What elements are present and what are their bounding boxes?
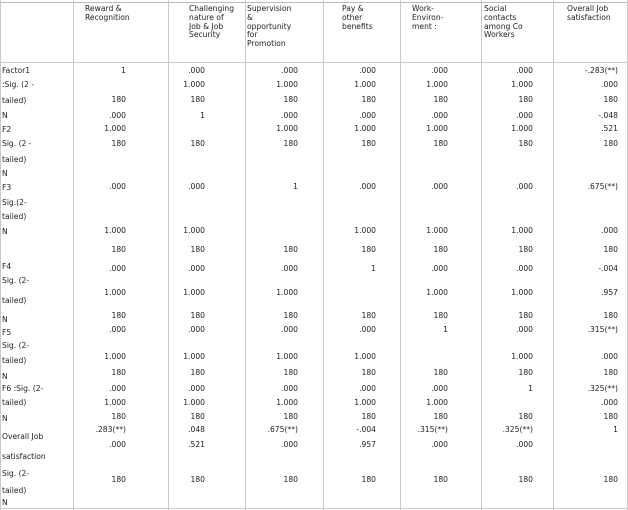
- table-cell: 180: [518, 311, 533, 320]
- table-cell: .000: [431, 111, 448, 120]
- table-cell: 1.000: [104, 226, 126, 235]
- row-label: Factor1: [2, 66, 31, 75]
- table-cell: .000: [109, 264, 126, 273]
- table-cell: .000: [109, 111, 126, 120]
- table-cell: 1.000: [183, 288, 205, 297]
- table-cell: .000: [109, 384, 126, 393]
- row-label: satisfaction: [2, 452, 46, 461]
- column-rule: [553, 0, 554, 510]
- table-cell: .000: [281, 440, 298, 449]
- table-cell: 180: [603, 95, 618, 104]
- table-cell: 1.000: [183, 80, 205, 89]
- column-header-line: Job & Job: [189, 21, 224, 31]
- column-header-line: nature of: [189, 12, 224, 22]
- table-cell: .000: [109, 440, 126, 449]
- table-cell: .000: [601, 80, 618, 89]
- table-cell: .000: [359, 111, 376, 120]
- table-cell: 1: [528, 384, 533, 393]
- table-cell: .048: [188, 425, 205, 434]
- table-cell: 180: [433, 475, 448, 484]
- table-cell: 180: [190, 311, 205, 320]
- column-header-line: opportunity: [247, 21, 292, 31]
- table-cell: 1.000: [354, 80, 376, 89]
- table-cell: 1.000: [511, 124, 533, 133]
- table-cell: 180: [361, 412, 376, 421]
- column-header-line: ment :: [412, 21, 437, 31]
- table-cell: 180: [190, 139, 205, 148]
- column-header-line: Environ-: [412, 12, 444, 22]
- table-cell: .000: [516, 111, 533, 120]
- table-cell: .000: [601, 398, 618, 407]
- table-cell: 1.000: [354, 124, 376, 133]
- table-cell: 180: [603, 139, 618, 148]
- column-header: [567, 5, 611, 23]
- row-label: F4: [2, 262, 12, 271]
- table-cell: .000: [516, 440, 533, 449]
- table-cell: 1.000: [511, 288, 533, 297]
- table-cell: 180: [433, 412, 448, 421]
- table-cell: 180: [433, 245, 448, 254]
- table-cell: -.283(**): [584, 66, 618, 75]
- table-cell: 180: [283, 139, 298, 148]
- column-header-line: &: [247, 12, 253, 22]
- table-cell: 180: [361, 245, 376, 254]
- column-header-line: Social: [484, 4, 507, 13]
- table-cell: .521: [601, 124, 618, 133]
- row-label: F6 :Sig. (2-: [2, 384, 44, 393]
- row-label: Sig. (2 -: [2, 139, 32, 148]
- table-cell: 180: [283, 245, 298, 254]
- row-label: tailed): [2, 356, 27, 365]
- table-cell: 1.000: [276, 124, 298, 133]
- column-header-line: contacts: [484, 12, 517, 22]
- row-label: tailed): [2, 486, 27, 495]
- row-label: Sig.(2-: [2, 198, 27, 207]
- table-cell: .000: [431, 384, 448, 393]
- column-header-line: other: [342, 12, 363, 22]
- column-rule: [245, 0, 246, 510]
- table-cell: 1.000: [426, 124, 448, 133]
- table-cell: 1.000: [511, 226, 533, 235]
- table-cell: .675(**): [267, 425, 298, 434]
- row-label: tailed): [2, 155, 27, 164]
- column-rule: [73, 0, 74, 510]
- table-cell: .283(**): [95, 425, 126, 434]
- column-header-line: satisfaction: [567, 12, 611, 22]
- table-cell: .000: [359, 325, 376, 334]
- column-header-line: Workers: [484, 30, 515, 40]
- table-cell: 180: [111, 475, 126, 484]
- column-header: [85, 5, 130, 23]
- table-cell: 1: [443, 325, 448, 334]
- row-label: N: [2, 315, 8, 324]
- table-cell: 180: [361, 95, 376, 104]
- table-cell: .000: [188, 182, 205, 191]
- table-cell: .315(**): [587, 325, 618, 334]
- row-label: N: [2, 498, 8, 507]
- table-cell: 180: [603, 245, 618, 254]
- row-label: tailed): [2, 96, 27, 105]
- table-cell: 1.000: [104, 398, 126, 407]
- column-header-line: among Co: [484, 21, 523, 31]
- table-cell: 1.000: [511, 352, 533, 361]
- row-label: tailed): [2, 296, 27, 305]
- table-cell: 1.000: [183, 352, 205, 361]
- column-header-line: benefits: [342, 21, 373, 31]
- table-cell: 180: [190, 95, 205, 104]
- table-cell: 180: [111, 139, 126, 148]
- column-header-line: Work-: [412, 4, 434, 13]
- table-cell: 180: [111, 412, 126, 421]
- table-cell: .000: [359, 182, 376, 191]
- table-cell: .000: [281, 111, 298, 120]
- row-label: Overall Job: [2, 432, 44, 441]
- column-header-line: Reward &: [85, 4, 122, 13]
- column-header-line: Promotion: [247, 39, 286, 49]
- table-cell: -.004: [598, 264, 618, 273]
- table-cell: 180: [603, 311, 618, 320]
- table-cell: 180: [518, 95, 533, 104]
- table-cell: 180: [111, 311, 126, 320]
- table-cell: 1.000: [104, 352, 126, 361]
- table-cell: 180: [433, 95, 448, 104]
- column-header-line: Supervision: [247, 4, 292, 13]
- table-cell: 1.000: [276, 352, 298, 361]
- table-cell: 1: [293, 182, 298, 191]
- table-cell: .000: [431, 66, 448, 75]
- table-cell: .000: [281, 264, 298, 273]
- table-cell: .000: [431, 440, 448, 449]
- table-cell: 1.000: [426, 80, 448, 89]
- table-cell: .000: [188, 384, 205, 393]
- table-cell: 1.000: [183, 398, 205, 407]
- table-cell: 1: [613, 425, 618, 434]
- table-cell: .000: [109, 325, 126, 334]
- table-cell: -.048: [598, 111, 618, 120]
- table-cell: .000: [188, 66, 205, 75]
- row-label: N: [2, 227, 8, 236]
- table-cell: 180: [361, 475, 376, 484]
- table-cell: .325(**): [587, 384, 618, 393]
- table-cell: .000: [601, 226, 618, 235]
- table-cell: .000: [431, 182, 448, 191]
- table-cell: .000: [431, 264, 448, 273]
- column-header-line: Challenging: [189, 4, 235, 13]
- column-header-line: Security: [189, 30, 221, 40]
- table-cell: 180: [111, 368, 126, 377]
- table-cell: 1.000: [426, 288, 448, 297]
- table-cell: 180: [518, 368, 533, 377]
- row-label: tailed): [2, 398, 27, 407]
- table-cell: 180: [190, 245, 205, 254]
- column-header-line: for: [247, 30, 258, 40]
- table-cell: .957: [359, 440, 376, 449]
- column-header: [189, 5, 234, 40]
- table-cell: 180: [283, 311, 298, 320]
- column-header-line: Pay &: [342, 4, 364, 13]
- table-cell: 1.000: [104, 124, 126, 133]
- table-cell: .000: [188, 264, 205, 273]
- table-rule: [0, 2, 628, 3]
- row-label: N: [2, 111, 8, 120]
- table-cell: .957: [601, 288, 618, 297]
- table-cell: 1: [371, 264, 376, 273]
- table-cell: 180: [518, 245, 533, 254]
- row-label: tailed): [2, 212, 27, 221]
- table-cell: 1.000: [276, 398, 298, 407]
- table-cell: 1.000: [354, 352, 376, 361]
- table-cell: 180: [361, 311, 376, 320]
- table-rule: [0, 62, 628, 63]
- row-label: F3: [2, 183, 12, 192]
- table-cell: 180: [283, 95, 298, 104]
- column-rule: [0, 0, 1, 510]
- table-rule: [0, 508, 628, 509]
- column-rule: [481, 0, 482, 510]
- table-cell: .000: [516, 66, 533, 75]
- table-cell: 1.000: [354, 398, 376, 407]
- row-label: N: [2, 414, 8, 423]
- table-cell: 180: [518, 475, 533, 484]
- table-cell: 1.000: [276, 288, 298, 297]
- column-header: [484, 5, 523, 40]
- table-cell: 180: [603, 412, 618, 421]
- table-cell: 180: [433, 139, 448, 148]
- table-cell: 180: [283, 412, 298, 421]
- table-cell: 180: [283, 475, 298, 484]
- table-cell: .521: [188, 440, 205, 449]
- table-cell: 1.000: [511, 80, 533, 89]
- column-header-line: Overall Job: [567, 4, 609, 13]
- row-label: N: [2, 372, 8, 381]
- table-cell: -.004: [356, 425, 376, 434]
- column-header: [412, 5, 443, 31]
- table-cell: 180: [283, 368, 298, 377]
- table-cell: 1.000: [426, 398, 448, 407]
- table-cell: 180: [603, 475, 618, 484]
- table-cell: 180: [190, 412, 205, 421]
- table-cell: 180: [433, 311, 448, 320]
- column-header: [247, 5, 291, 49]
- table-cell: 1.000: [104, 288, 126, 297]
- row-label: F5: [2, 328, 12, 337]
- row-label: N: [2, 169, 8, 178]
- table-cell: .000: [601, 352, 618, 361]
- row-label: :Sig. (2 -: [2, 80, 35, 89]
- table-cell: .000: [516, 264, 533, 273]
- table-cell: .000: [359, 66, 376, 75]
- table-cell: 1.000: [426, 226, 448, 235]
- column-rule: [323, 0, 324, 510]
- table-cell: 1: [121, 66, 126, 75]
- row-label: F2: [2, 125, 12, 134]
- table-cell: 180: [111, 95, 126, 104]
- table-cell: 180: [518, 139, 533, 148]
- table-cell: 1.000: [183, 226, 205, 235]
- table-cell: 180: [361, 139, 376, 148]
- row-label: Sig. (2-: [2, 469, 30, 478]
- table-cell: .325(**): [502, 425, 533, 434]
- table-cell: 180: [361, 368, 376, 377]
- table-cell: .675(**): [587, 182, 618, 191]
- table-cell: 180: [603, 368, 618, 377]
- table-cell: .000: [516, 325, 533, 334]
- table-cell: 180: [190, 475, 205, 484]
- table-cell: 1.000: [354, 226, 376, 235]
- table-cell: 1: [200, 111, 205, 120]
- table-cell: 1.000: [276, 80, 298, 89]
- column-rule: [168, 0, 169, 510]
- column-header: [342, 5, 373, 31]
- table-cell: .315(**): [417, 425, 448, 434]
- table-cell: 180: [433, 368, 448, 377]
- row-label: Sig. (2-: [2, 341, 30, 350]
- table-cell: 180: [518, 412, 533, 421]
- table-cell: .000: [109, 182, 126, 191]
- table-cell: .000: [188, 325, 205, 334]
- column-rule: [400, 0, 401, 510]
- table-cell: .000: [281, 325, 298, 334]
- table-cell: .000: [281, 66, 298, 75]
- table-cell: .000: [516, 182, 533, 191]
- table-cell: 180: [111, 245, 126, 254]
- table-cell: .000: [281, 384, 298, 393]
- row-label: Sig. (2-: [2, 276, 30, 285]
- column-header-line: Recognition: [85, 12, 130, 22]
- table-cell: 180: [190, 368, 205, 377]
- table-cell: .000: [359, 384, 376, 393]
